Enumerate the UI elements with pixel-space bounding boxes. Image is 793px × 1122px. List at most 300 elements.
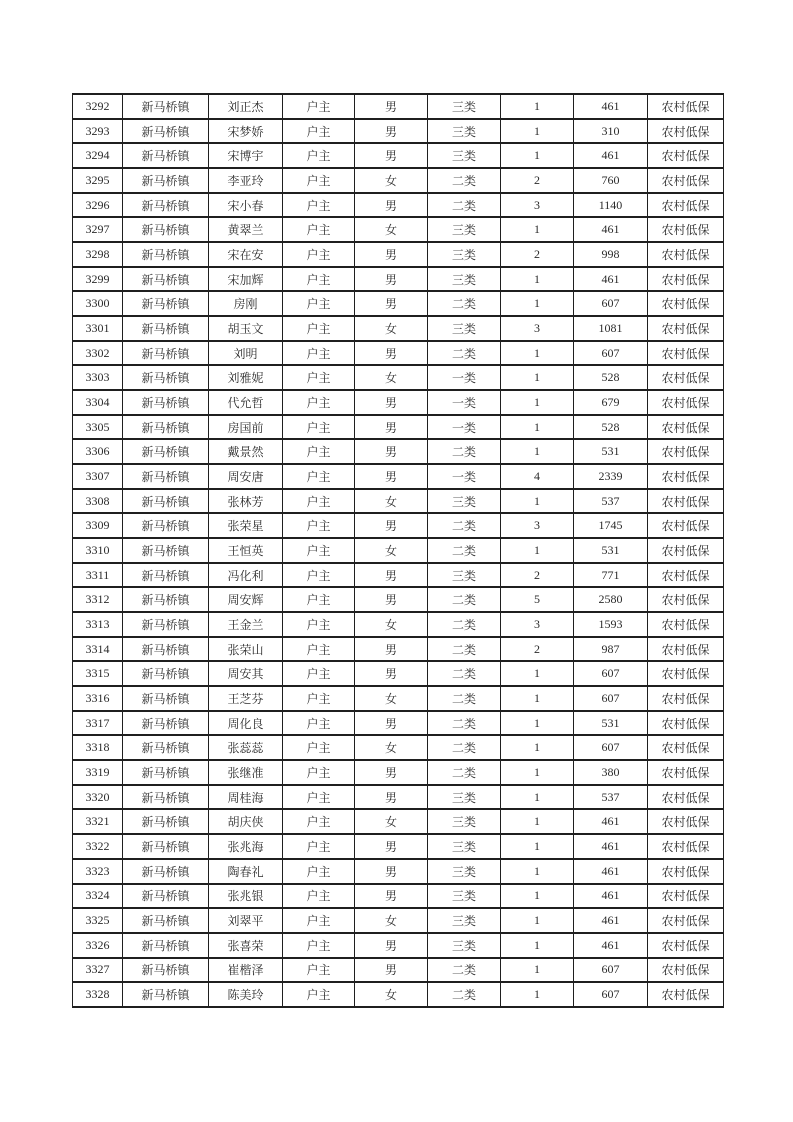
cell-person-name: 黄翠兰 xyxy=(209,217,283,242)
cell-gender: 女 xyxy=(355,217,428,242)
cell-category: 二类 xyxy=(428,538,501,563)
cell-person-count: 2 xyxy=(501,563,574,588)
cell-person-name: 张喜荣 xyxy=(209,933,283,958)
cell-amount: 607 xyxy=(574,341,648,366)
cell-amount: 607 xyxy=(574,291,648,316)
cell-serial-number: 3305 xyxy=(73,415,123,440)
cell-person-name: 张林芳 xyxy=(209,489,283,514)
cell-category: 二类 xyxy=(428,168,501,193)
cell-person-name: 张继准 xyxy=(209,760,283,785)
cell-town: 新马桥镇 xyxy=(123,563,209,588)
cell-relation: 户主 xyxy=(283,908,355,933)
cell-person-name: 周安辉 xyxy=(209,587,283,612)
cell-amount: 679 xyxy=(574,390,648,415)
cell-relation: 户主 xyxy=(283,859,355,884)
cell-serial-number: 3317 xyxy=(73,711,123,736)
cell-amount: 461 xyxy=(574,933,648,958)
table-row xyxy=(73,242,724,267)
table-row xyxy=(73,341,724,366)
cell-person-count: 4 xyxy=(501,464,574,489)
cell-relation: 户主 xyxy=(283,760,355,785)
cell-amount: 461 xyxy=(574,834,648,859)
cell-person-name: 张荣星 xyxy=(209,513,283,538)
cell-category: 二类 xyxy=(428,760,501,785)
cell-serial-number: 3306 xyxy=(73,439,123,464)
cell-gender: 男 xyxy=(355,119,428,144)
cell-person-name: 周安唐 xyxy=(209,464,283,489)
table-row xyxy=(73,637,724,662)
cell-assistance-type: 农村低保 xyxy=(648,390,724,415)
cell-town: 新马桥镇 xyxy=(123,785,209,810)
cell-amount: 998 xyxy=(574,242,648,267)
cell-person-name: 陈美玲 xyxy=(209,982,283,1007)
cell-relation: 户主 xyxy=(283,711,355,736)
cell-relation: 户主 xyxy=(283,267,355,292)
cell-category: 二类 xyxy=(428,587,501,612)
cell-town: 新马桥镇 xyxy=(123,933,209,958)
cell-amount: 461 xyxy=(574,94,648,119)
cell-person-name: 代允哲 xyxy=(209,390,283,415)
cell-town: 新马桥镇 xyxy=(123,267,209,292)
cell-person-count: 1 xyxy=(501,119,574,144)
cell-relation: 户主 xyxy=(283,637,355,662)
cell-serial-number: 3316 xyxy=(73,686,123,711)
cell-relation: 户主 xyxy=(283,464,355,489)
cell-relation: 户主 xyxy=(283,143,355,168)
table-row xyxy=(73,834,724,859)
cell-relation: 户主 xyxy=(283,884,355,909)
cell-serial-number: 3309 xyxy=(73,513,123,538)
table-row xyxy=(73,908,724,933)
cell-gender: 男 xyxy=(355,834,428,859)
cell-person-name: 周桂海 xyxy=(209,785,283,810)
cell-person-name: 李亚玲 xyxy=(209,168,283,193)
cell-town: 新马桥镇 xyxy=(123,242,209,267)
cell-category: 一类 xyxy=(428,415,501,440)
cell-town: 新马桥镇 xyxy=(123,612,209,637)
cell-person-name: 宋在安 xyxy=(209,242,283,267)
table-row xyxy=(73,143,724,168)
cell-town: 新马桥镇 xyxy=(123,809,209,834)
cell-serial-number: 3327 xyxy=(73,958,123,983)
cell-assistance-type: 农村低保 xyxy=(648,365,724,390)
cell-amount: 461 xyxy=(574,267,648,292)
cell-person-name: 周化良 xyxy=(209,711,283,736)
table-row xyxy=(73,809,724,834)
cell-relation: 户主 xyxy=(283,809,355,834)
cell-amount: 310 xyxy=(574,119,648,144)
cell-person-count: 1 xyxy=(501,217,574,242)
cell-gender: 男 xyxy=(355,242,428,267)
cell-gender: 女 xyxy=(355,365,428,390)
cell-category: 三类 xyxy=(428,809,501,834)
cell-serial-number: 3321 xyxy=(73,809,123,834)
cell-gender: 男 xyxy=(355,415,428,440)
cell-assistance-type: 农村低保 xyxy=(648,686,724,711)
cell-gender: 男 xyxy=(355,760,428,785)
cell-assistance-type: 农村低保 xyxy=(648,563,724,588)
cell-category: 三类 xyxy=(428,563,501,588)
cell-town: 新马桥镇 xyxy=(123,513,209,538)
cell-gender: 男 xyxy=(355,291,428,316)
cell-amount: 531 xyxy=(574,538,648,563)
cell-person-count: 1 xyxy=(501,143,574,168)
cell-assistance-type: 农村低保 xyxy=(648,711,724,736)
cell-person-count: 1 xyxy=(501,711,574,736)
cell-relation: 户主 xyxy=(283,193,355,218)
cell-relation: 户主 xyxy=(283,316,355,341)
cell-category: 一类 xyxy=(428,365,501,390)
cell-amount: 1593 xyxy=(574,612,648,637)
cell-person-count: 1 xyxy=(501,365,574,390)
cell-amount: 380 xyxy=(574,760,648,785)
cell-town: 新马桥镇 xyxy=(123,415,209,440)
cell-relation: 户主 xyxy=(283,489,355,514)
cell-serial-number: 3303 xyxy=(73,365,123,390)
cell-assistance-type: 农村低保 xyxy=(648,785,724,810)
cell-person-count: 1 xyxy=(501,958,574,983)
welfare-roster-table xyxy=(72,93,724,1008)
cell-person-count: 1 xyxy=(501,538,574,563)
cell-category: 二类 xyxy=(428,661,501,686)
cell-gender: 男 xyxy=(355,143,428,168)
table-row xyxy=(73,464,724,489)
cell-assistance-type: 农村低保 xyxy=(648,94,724,119)
cell-town: 新马桥镇 xyxy=(123,982,209,1007)
cell-person-count: 3 xyxy=(501,193,574,218)
table-row xyxy=(73,933,724,958)
cell-gender: 男 xyxy=(355,785,428,810)
cell-gender: 男 xyxy=(355,341,428,366)
cell-category: 三类 xyxy=(428,785,501,810)
cell-town: 新马桥镇 xyxy=(123,341,209,366)
cell-gender: 男 xyxy=(355,193,428,218)
cell-town: 新马桥镇 xyxy=(123,760,209,785)
cell-serial-number: 3326 xyxy=(73,933,123,958)
table-row xyxy=(73,661,724,686)
cell-amount: 1081 xyxy=(574,316,648,341)
cell-town: 新马桥镇 xyxy=(123,884,209,909)
cell-assistance-type: 农村低保 xyxy=(648,933,724,958)
cell-category: 一类 xyxy=(428,390,501,415)
cell-amount: 531 xyxy=(574,711,648,736)
cell-relation: 户主 xyxy=(283,982,355,1007)
table-row xyxy=(73,612,724,637)
cell-assistance-type: 农村低保 xyxy=(648,464,724,489)
cell-person-count: 1 xyxy=(501,933,574,958)
cell-person-count: 1 xyxy=(501,291,574,316)
cell-person-count: 1 xyxy=(501,834,574,859)
cell-category: 二类 xyxy=(428,291,501,316)
table-row xyxy=(73,686,724,711)
cell-category: 二类 xyxy=(428,735,501,760)
cell-category: 三类 xyxy=(428,94,501,119)
cell-gender: 男 xyxy=(355,94,428,119)
cell-relation: 户主 xyxy=(283,94,355,119)
cell-gender: 女 xyxy=(355,168,428,193)
cell-relation: 户主 xyxy=(283,415,355,440)
cell-gender: 男 xyxy=(355,661,428,686)
cell-serial-number: 3300 xyxy=(73,291,123,316)
cell-serial-number: 3298 xyxy=(73,242,123,267)
cell-assistance-type: 农村低保 xyxy=(648,119,724,144)
cell-serial-number: 3302 xyxy=(73,341,123,366)
cell-person-name: 刘正杰 xyxy=(209,94,283,119)
table-row xyxy=(73,217,724,242)
table-row xyxy=(73,982,724,1007)
cell-amount: 461 xyxy=(574,908,648,933)
cell-amount: 2339 xyxy=(574,464,648,489)
cell-relation: 户主 xyxy=(283,834,355,859)
cell-gender: 女 xyxy=(355,489,428,514)
cell-serial-number: 3315 xyxy=(73,661,123,686)
cell-person-count: 1 xyxy=(501,415,574,440)
cell-category: 三类 xyxy=(428,242,501,267)
cell-person-name: 陶春礼 xyxy=(209,859,283,884)
cell-relation: 户主 xyxy=(283,439,355,464)
cell-gender: 女 xyxy=(355,982,428,1007)
cell-relation: 户主 xyxy=(283,513,355,538)
cell-person-count: 1 xyxy=(501,982,574,1007)
cell-gender: 女 xyxy=(355,735,428,760)
cell-town: 新马桥镇 xyxy=(123,958,209,983)
cell-person-name: 戴景然 xyxy=(209,439,283,464)
cell-serial-number: 3301 xyxy=(73,316,123,341)
cell-person-name: 胡玉文 xyxy=(209,316,283,341)
cell-person-name: 张蕊蕊 xyxy=(209,735,283,760)
cell-town: 新马桥镇 xyxy=(123,637,209,662)
table-row xyxy=(73,316,724,341)
cell-serial-number: 3325 xyxy=(73,908,123,933)
cell-amount: 537 xyxy=(574,489,648,514)
cell-amount: 1745 xyxy=(574,513,648,538)
cell-person-count: 1 xyxy=(501,785,574,810)
table-row xyxy=(73,439,724,464)
cell-assistance-type: 农村低保 xyxy=(648,982,724,1007)
cell-serial-number: 3292 xyxy=(73,94,123,119)
cell-gender: 男 xyxy=(355,859,428,884)
cell-person-count: 5 xyxy=(501,587,574,612)
cell-person-name: 崔楷泽 xyxy=(209,958,283,983)
cell-person-count: 1 xyxy=(501,439,574,464)
cell-category: 三类 xyxy=(428,859,501,884)
cell-serial-number: 3314 xyxy=(73,637,123,662)
cell-serial-number: 3293 xyxy=(73,119,123,144)
cell-category: 三类 xyxy=(428,217,501,242)
cell-gender: 女 xyxy=(355,686,428,711)
cell-assistance-type: 农村低保 xyxy=(648,143,724,168)
table-row xyxy=(73,365,724,390)
cell-person-count: 1 xyxy=(501,735,574,760)
cell-person-count: 1 xyxy=(501,390,574,415)
cell-serial-number: 3297 xyxy=(73,217,123,242)
cell-person-name: 张兆海 xyxy=(209,834,283,859)
cell-serial-number: 3308 xyxy=(73,489,123,514)
cell-serial-number: 3295 xyxy=(73,168,123,193)
cell-gender: 男 xyxy=(355,711,428,736)
cell-amount: 607 xyxy=(574,735,648,760)
cell-serial-number: 3312 xyxy=(73,587,123,612)
cell-gender: 男 xyxy=(355,439,428,464)
cell-assistance-type: 农村低保 xyxy=(648,587,724,612)
cell-town: 新马桥镇 xyxy=(123,143,209,168)
cell-town: 新马桥镇 xyxy=(123,94,209,119)
cell-relation: 户主 xyxy=(283,365,355,390)
cell-gender: 男 xyxy=(355,637,428,662)
cell-town: 新马桥镇 xyxy=(123,291,209,316)
cell-person-count: 1 xyxy=(501,809,574,834)
cell-category: 三类 xyxy=(428,884,501,909)
cell-gender: 男 xyxy=(355,464,428,489)
cell-amount: 461 xyxy=(574,809,648,834)
cell-relation: 户主 xyxy=(283,563,355,588)
cell-assistance-type: 农村低保 xyxy=(648,341,724,366)
cell-category: 二类 xyxy=(428,711,501,736)
cell-person-count: 3 xyxy=(501,316,574,341)
cell-serial-number: 3322 xyxy=(73,834,123,859)
cell-assistance-type: 农村低保 xyxy=(648,859,724,884)
cell-assistance-type: 农村低保 xyxy=(648,637,724,662)
cell-relation: 户主 xyxy=(283,785,355,810)
cell-serial-number: 3320 xyxy=(73,785,123,810)
cell-gender: 女 xyxy=(355,908,428,933)
cell-town: 新马桥镇 xyxy=(123,439,209,464)
table-row xyxy=(73,390,724,415)
cell-gender: 女 xyxy=(355,316,428,341)
cell-assistance-type: 农村低保 xyxy=(648,884,724,909)
table-row xyxy=(73,735,724,760)
cell-person-name: 宋小春 xyxy=(209,193,283,218)
cell-gender: 男 xyxy=(355,267,428,292)
cell-amount: 537 xyxy=(574,785,648,810)
cell-town: 新马桥镇 xyxy=(123,464,209,489)
cell-assistance-type: 农村低保 xyxy=(648,489,724,514)
cell-category: 二类 xyxy=(428,439,501,464)
cell-town: 新马桥镇 xyxy=(123,489,209,514)
record-table-body xyxy=(73,94,724,1007)
cell-person-count: 1 xyxy=(501,859,574,884)
cell-person-count: 1 xyxy=(501,267,574,292)
cell-assistance-type: 农村低保 xyxy=(648,513,724,538)
cell-amount: 531 xyxy=(574,439,648,464)
cell-relation: 户主 xyxy=(283,538,355,563)
cell-assistance-type: 农村低保 xyxy=(648,316,724,341)
cell-town: 新马桥镇 xyxy=(123,168,209,193)
cell-person-name: 房国前 xyxy=(209,415,283,440)
cell-amount: 760 xyxy=(574,168,648,193)
cell-person-count: 1 xyxy=(501,489,574,514)
cell-gender: 男 xyxy=(355,884,428,909)
table-row xyxy=(73,513,724,538)
cell-person-count: 1 xyxy=(501,94,574,119)
cell-gender: 男 xyxy=(355,390,428,415)
cell-town: 新马桥镇 xyxy=(123,834,209,859)
cell-amount: 461 xyxy=(574,859,648,884)
table-row xyxy=(73,415,724,440)
cell-gender: 女 xyxy=(355,612,428,637)
cell-category: 三类 xyxy=(428,143,501,168)
cell-category: 二类 xyxy=(428,637,501,662)
cell-town: 新马桥镇 xyxy=(123,390,209,415)
cell-town: 新马桥镇 xyxy=(123,908,209,933)
cell-amount: 607 xyxy=(574,958,648,983)
cell-person-count: 3 xyxy=(501,513,574,538)
cell-assistance-type: 农村低保 xyxy=(648,291,724,316)
table-row xyxy=(73,760,724,785)
cell-category: 三类 xyxy=(428,267,501,292)
cell-assistance-type: 农村低保 xyxy=(648,538,724,563)
cell-serial-number: 3311 xyxy=(73,563,123,588)
table-row xyxy=(73,711,724,736)
cell-assistance-type: 农村低保 xyxy=(648,834,724,859)
cell-category: 二类 xyxy=(428,341,501,366)
cell-assistance-type: 农村低保 xyxy=(648,809,724,834)
cell-person-name: 刘明 xyxy=(209,341,283,366)
table-row xyxy=(73,859,724,884)
cell-town: 新马桥镇 xyxy=(123,193,209,218)
cell-serial-number: 3307 xyxy=(73,464,123,489)
cell-assistance-type: 农村低保 xyxy=(648,760,724,785)
table-row xyxy=(73,119,724,144)
cell-gender: 男 xyxy=(355,958,428,983)
cell-amount: 607 xyxy=(574,661,648,686)
cell-person-name: 张荣山 xyxy=(209,637,283,662)
cell-assistance-type: 农村低保 xyxy=(648,267,724,292)
cell-gender: 男 xyxy=(355,513,428,538)
cell-gender: 女 xyxy=(355,538,428,563)
table-row xyxy=(73,587,724,612)
cell-amount: 528 xyxy=(574,365,648,390)
cell-relation: 户主 xyxy=(283,612,355,637)
cell-assistance-type: 农村低保 xyxy=(648,661,724,686)
cell-relation: 户主 xyxy=(283,168,355,193)
cell-category: 二类 xyxy=(428,513,501,538)
cell-person-count: 2 xyxy=(501,242,574,267)
cell-person-name: 宋梦娇 xyxy=(209,119,283,144)
cell-serial-number: 3304 xyxy=(73,390,123,415)
cell-town: 新马桥镇 xyxy=(123,217,209,242)
cell-person-count: 1 xyxy=(501,908,574,933)
cell-category: 二类 xyxy=(428,958,501,983)
cell-category: 三类 xyxy=(428,933,501,958)
cell-person-name: 宋加辉 xyxy=(209,267,283,292)
cell-relation: 户主 xyxy=(283,587,355,612)
cell-person-count: 1 xyxy=(501,341,574,366)
table-row xyxy=(73,958,724,983)
cell-person-name: 张兆银 xyxy=(209,884,283,909)
cell-relation: 户主 xyxy=(283,242,355,267)
cell-person-name: 周安其 xyxy=(209,661,283,686)
cell-person-count: 3 xyxy=(501,612,574,637)
cell-town: 新马桥镇 xyxy=(123,661,209,686)
cell-relation: 户主 xyxy=(283,686,355,711)
cell-category: 二类 xyxy=(428,686,501,711)
cell-amount: 2580 xyxy=(574,587,648,612)
cell-relation: 户主 xyxy=(283,119,355,144)
cell-town: 新马桥镇 xyxy=(123,859,209,884)
cell-category: 二类 xyxy=(428,612,501,637)
cell-amount: 771 xyxy=(574,563,648,588)
cell-town: 新马桥镇 xyxy=(123,119,209,144)
cell-person-name: 王芝芬 xyxy=(209,686,283,711)
cell-amount: 461 xyxy=(574,217,648,242)
cell-category: 三类 xyxy=(428,489,501,514)
cell-category: 三类 xyxy=(428,316,501,341)
cell-serial-number: 3296 xyxy=(73,193,123,218)
cell-person-count: 1 xyxy=(501,884,574,909)
table-row xyxy=(73,884,724,909)
cell-gender: 男 xyxy=(355,587,428,612)
